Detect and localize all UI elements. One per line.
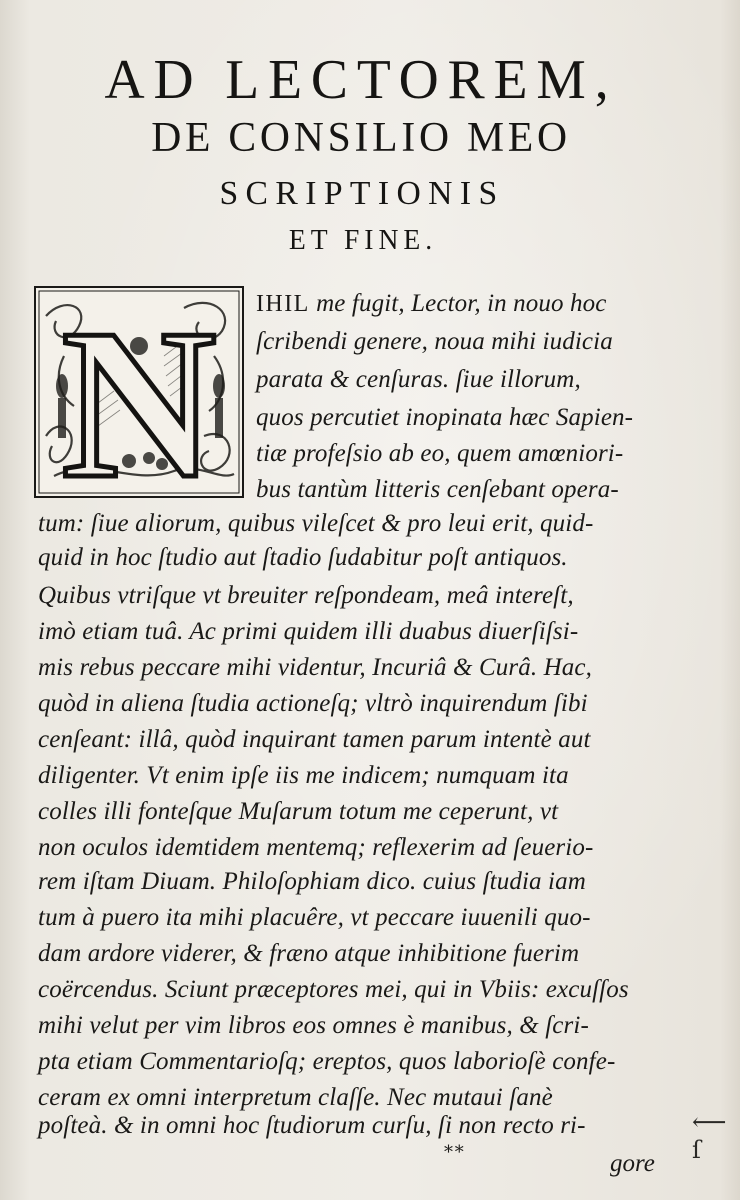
text-line-2: ſcribendi genere, noua mihi iudicia <box>256 328 613 355</box>
text-line-10: imò etiam tuâ. Ac primi quidem illi duabus diuerſiſsi- <box>38 618 579 645</box>
catchword: gore <box>610 1150 655 1177</box>
margin-annotation: ⟵ ſ <box>692 1108 727 1164</box>
first-word: IHIL <box>256 291 310 317</box>
text-line-16: non oculos idemtidem mentemq; reflexerim ad ſeuerio- <box>38 834 594 861</box>
text-line-7: tum: ſiue aliorum, quibus vileſcet & pro leui erit, quid- <box>38 510 594 537</box>
text-line-3: parata & cenſuras. ſiue illorum, <box>256 366 581 393</box>
text-line-24: poſteà. & in omni hoc ſtudiorum curſu, ſi non recto ri- <box>38 1112 586 1139</box>
text-line-8: quid in hoc ſtudio aut ſtadio ſudabitur poſt antiquos. <box>38 544 568 571</box>
text-line-1-rest: me fugit, Lector, in nouo hoc <box>309 290 607 317</box>
title-line-1: AD LECTOREM, <box>104 49 618 111</box>
text-line-22: pta etiam Commentarioſq; ereptos, quos laborioſè confe- <box>38 1048 616 1075</box>
text-line-21: mihi velut per vim libros eos omnes è manibus, & ſcri- <box>38 1012 589 1039</box>
text-line-17: rem iſtam Diuam. Philoſophiam dico. cuius ſtudia iam <box>38 868 586 895</box>
text-line-20: coërcendus. Sciunt præceptores mei, qui in Vbiis: excuſſos <box>38 976 629 1003</box>
title-line-3: SCRIPTIONIS <box>219 175 505 212</box>
text-line-6: bus tantùm litteris cenſebant opera- <box>256 476 619 503</box>
text-line-5: tiæ profeſsio ab eo, quem amœniori- <box>256 440 624 467</box>
decorated-initial-n <box>34 286 244 498</box>
text-line-14: diligenter. Vt enim ipſe iis me indicem; numquam ita <box>38 762 569 789</box>
text-line-9: Quibus vtriſque vt breuiter reſpondeam, meâ intereſt, <box>38 582 574 609</box>
initial-letter: N <box>61 286 217 498</box>
text-line-4: quos percutiet inopinata hæc Sapien- <box>256 404 634 431</box>
text-line-18: tum à puero ita mihi placuêre, vt peccare iuuenili quo- <box>38 904 591 931</box>
text-line-13: cenſeant: illâ, quòd inquirant tamen parum intentè aut <box>38 726 591 753</box>
text-line-1 <box>256 290 607 318</box>
signature-mark: ** <box>444 1142 466 1163</box>
title-line-4: ET FINE. <box>288 225 438 256</box>
title-line-2: DE CONSILIO MEO <box>151 115 571 161</box>
text-line-12: quòd in aliena ſtudia actioneſq; vltrò inquirendum ſibi <box>38 690 588 717</box>
text-line-15: colles illi fonteſque Muſarum totum me ceperunt, vt <box>38 798 559 825</box>
text-line-23: ceram ex omni interpretum claſſe. Nec mutaui ſanè <box>38 1084 553 1111</box>
text-line-11: mis rebus peccare mihi videntur, Incuriâ & Curâ. Hac, <box>38 654 593 681</box>
text-line-19: dam ardore viderer, & fræno atque inhibitione fuerim <box>38 940 580 967</box>
